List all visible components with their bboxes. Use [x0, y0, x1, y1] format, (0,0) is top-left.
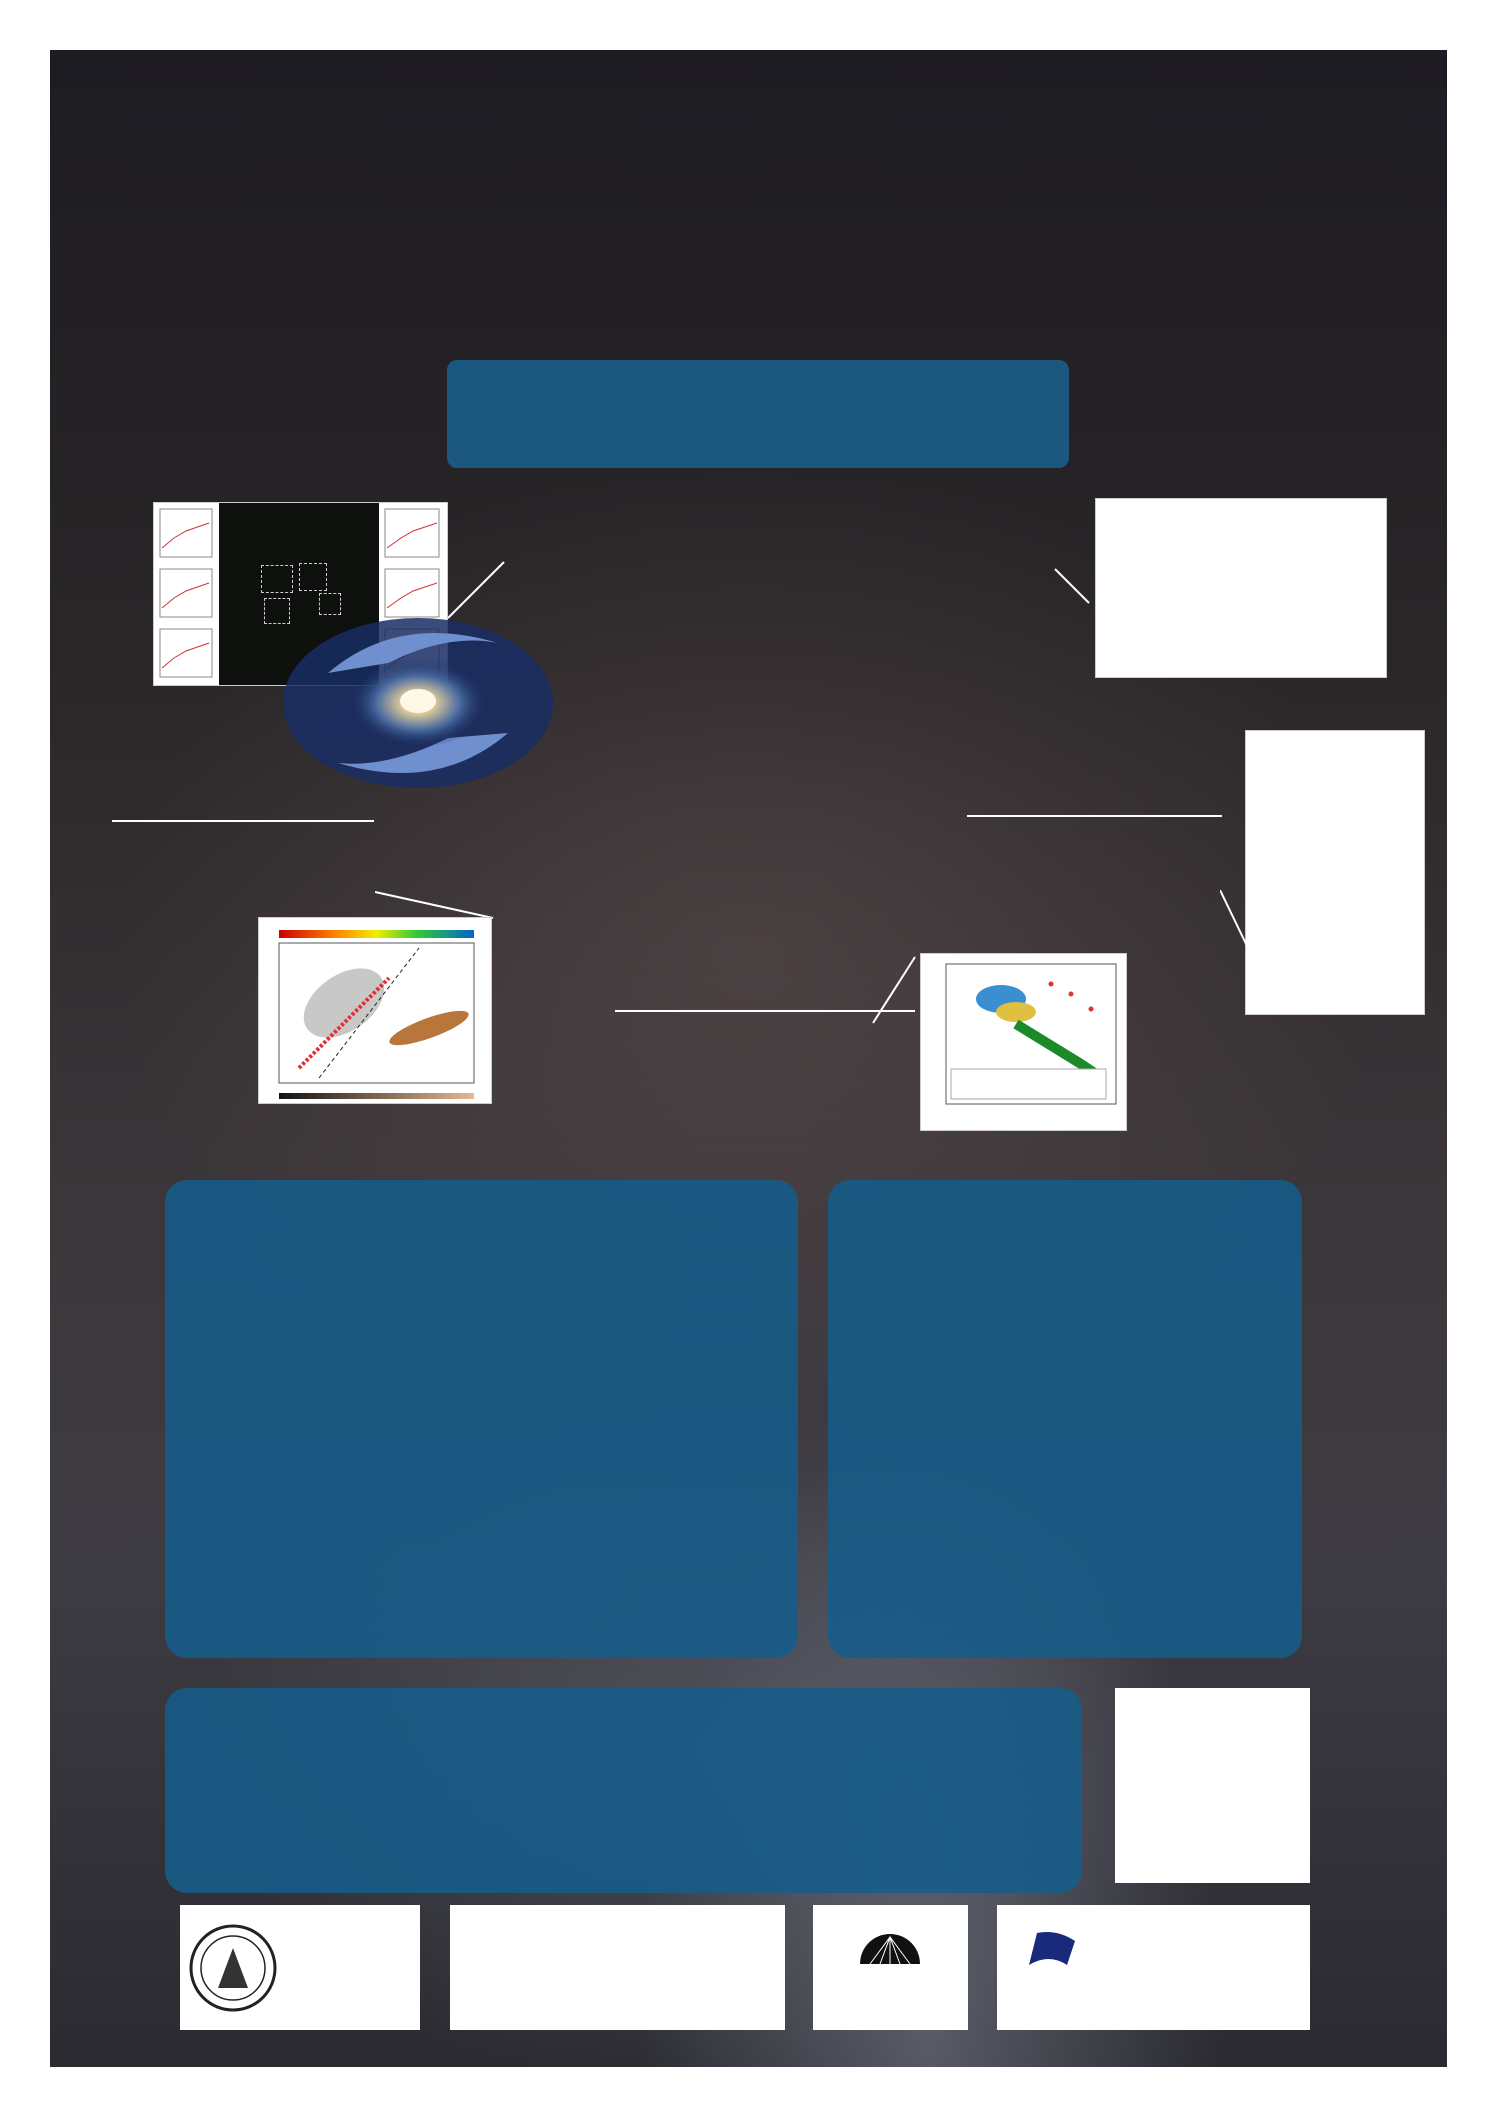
website-link[interactable] [447, 360, 1069, 374]
poster [50, 50, 1447, 2067]
loc-panel [165, 1688, 1082, 1893]
fapesp-logo [997, 1905, 1310, 2030]
pne-annotation [615, 1010, 915, 1012]
email-link[interactable] [447, 374, 1069, 386]
spectra-plot [1246, 731, 1424, 1014]
contact-box [447, 360, 1069, 468]
filter-curves-figure [1095, 498, 1387, 678]
planetario-logo [813, 1905, 968, 2030]
science-annotation [967, 815, 1222, 817]
spiral-galaxy-image [268, 603, 558, 803]
unlp-seal-icon [188, 1913, 278, 2023]
topics-panel [828, 1180, 1302, 1658]
fapesp-flag-icon [1027, 1931, 1077, 1967]
qr-code-pattern [1115, 1688, 1310, 1883]
planetario-dome-icon [855, 1909, 925, 1969]
pne-leader-line [871, 955, 916, 1025]
lecturers-panel [165, 1180, 798, 1658]
quasar-selection-plot [259, 918, 491, 1103]
quasar-selection-figure [258, 917, 492, 1104]
pne-selection-figure [920, 953, 1127, 1131]
bands-leader-line [1053, 567, 1093, 607]
fcag-logo [450, 1905, 785, 2030]
quasar-annotation [112, 820, 374, 822]
cluster-left-plots [154, 503, 219, 685]
science-leader-line [1220, 890, 1250, 950]
quasar-label-2 [112, 820, 374, 822]
science-label-3 [967, 815, 1222, 817]
unlp-logo [180, 1905, 420, 2030]
spectra-figure [1245, 730, 1425, 1015]
fcag-pattern-icon [456, 1913, 586, 2023]
quasar-leader-line [375, 890, 495, 920]
pne-label-2 [615, 1010, 915, 1012]
filter-curves-plot [1096, 499, 1386, 677]
qr-code[interactable] [1115, 1688, 1310, 1883]
pne-selection-plot [921, 954, 1126, 1130]
